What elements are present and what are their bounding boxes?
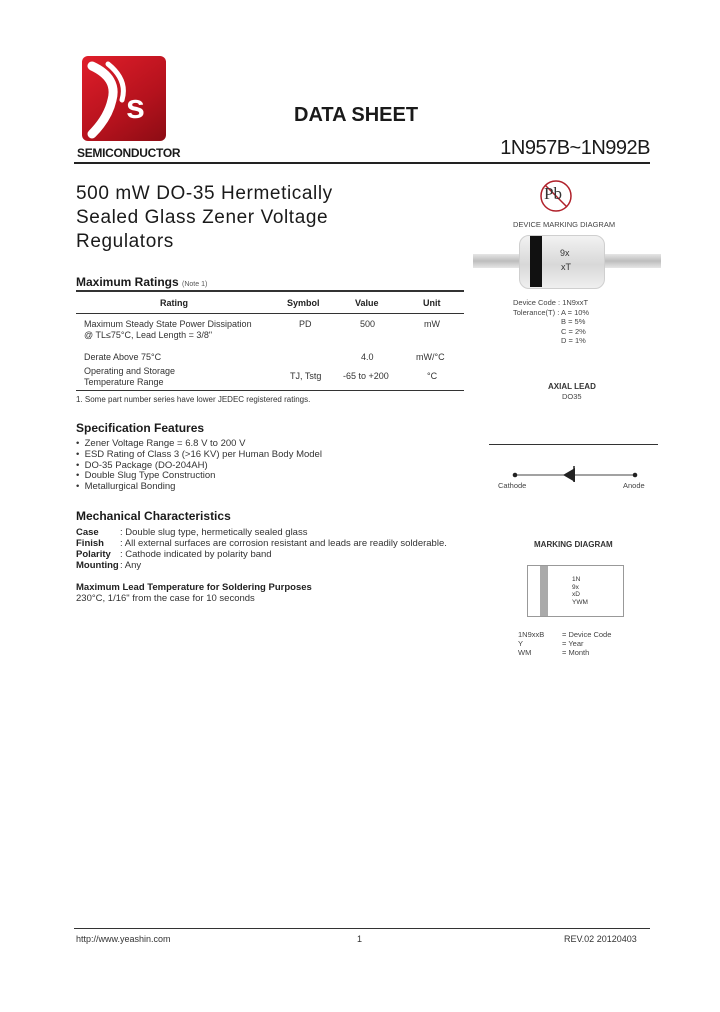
- max-ratings-heading-text: Maximum Ratings: [76, 275, 179, 289]
- mech-row-finish: [76, 538, 447, 549]
- pb-free-icon: [538, 178, 574, 214]
- row3-rating-line2: Temperature Range: [84, 377, 164, 387]
- legend-value: : A = 10%: [557, 307, 590, 317]
- product-title: [76, 182, 333, 254]
- marking-line: 9x: [572, 583, 579, 591]
- marking-band: [540, 566, 548, 616]
- row1-unit: mW: [424, 319, 440, 329]
- feature-text: DO-35 Package (DO-204AH): [84, 459, 208, 471]
- svg-text:s: s: [126, 88, 145, 126]
- part-number: 1N957B~1N992B: [500, 137, 650, 159]
- feature-item: • Metallurgical Bonding: [76, 481, 176, 493]
- logo-ys-mark: [82, 56, 166, 141]
- row1-rating-line1: Maximum Steady State Power Dissipation: [84, 319, 252, 329]
- zener-schematic: [505, 462, 643, 482]
- zener-symbol-icon: [505, 462, 643, 482]
- legend-row: [513, 336, 623, 346]
- legend-row: [513, 327, 623, 337]
- mech-row-case: [76, 527, 447, 538]
- title-line-3: Regulators: [76, 231, 174, 252]
- title-line-2: Sealed Glass Zener Voltage: [76, 207, 329, 228]
- row1-rating-line2: @ TL≤75°C, Lead Length = 3/8": [84, 330, 213, 340]
- marking-line: YWM: [572, 598, 588, 606]
- marking-diagram-body: [527, 565, 624, 617]
- spec-features-heading: Specification Features: [76, 421, 205, 435]
- spec-features-list: [76, 439, 322, 493]
- footer-revision: REV.02 20120403: [564, 934, 637, 944]
- row2-value: 4.0: [361, 352, 374, 362]
- legend-value: : 1N9xxT: [558, 298, 589, 307]
- legend-row: [513, 308, 623, 318]
- pb-symbol-text: Pb: [544, 184, 562, 203]
- legend-row: [513, 298, 623, 308]
- mech-value: : Any: [120, 560, 142, 571]
- row2-rating: Derate Above 75°C: [84, 352, 162, 362]
- cathode-label: Cathode: [498, 481, 527, 490]
- axial-diode-drawing: [473, 235, 661, 289]
- row3-value: -65 to +200: [343, 371, 389, 381]
- right-divider: [489, 444, 658, 445]
- feature-item: • ESD Rating of Class 3 (>16 KV) per Human Body Model: [76, 448, 322, 460]
- marking-legend-row: [518, 639, 628, 648]
- feature-text: Zener Voltage Range = 6.8 V to 200 V: [84, 438, 246, 449]
- marking-legend-key: Y: [518, 639, 524, 648]
- mechanical-heading: Mechanical Characteristics: [76, 509, 231, 523]
- header-rule: [74, 162, 650, 164]
- marking-line: 1N: [572, 576, 581, 583]
- ratings-rule-top: [76, 290, 464, 292]
- legend-key: Tolerance(T): [513, 307, 556, 317]
- mech-row-mounting: [76, 560, 447, 571]
- anode-label: Anode: [623, 481, 645, 490]
- row1-value: 500: [360, 319, 376, 329]
- mech-key: Mounting: [76, 560, 119, 571]
- mech-value: : All external surfaces are corrosion resistant and leads are readily solderable.: [120, 538, 447, 549]
- row3-rating-line1: Operating and Storage: [84, 366, 176, 376]
- mech-value: : Cathode indicated by polarity band: [120, 549, 272, 560]
- lead-temp-text: 230°C, 1/16" from the case for 10 seconds: [76, 593, 255, 604]
- legend-value: B = 5%: [561, 317, 586, 326]
- col-symbol: Symbol: [287, 298, 320, 308]
- ratings-footnote: 1. Some part number series have lower JEDEC registered ratings.: [76, 395, 311, 404]
- package-line2: DO35: [562, 392, 582, 401]
- marking-legend-value: = Year: [562, 639, 584, 648]
- ratings-rule-bottom: [76, 390, 464, 391]
- footer-page-number: 1: [357, 934, 363, 944]
- marking-title: MARKING DIAGRAM: [534, 540, 613, 549]
- feature-item: • DO-35 Package (DO-204AH): [76, 459, 208, 471]
- footer-url[interactable]: http://www.yeashin.com: [76, 934, 171, 944]
- package-line1: AXIAL LEAD: [548, 382, 596, 391]
- title-line-1: 500 mW DO-35 Hermetically: [76, 183, 333, 204]
- row1-symbol: PD: [299, 319, 312, 329]
- row3-unit: °C: [427, 371, 438, 381]
- mech-row-polarity: [76, 549, 447, 560]
- marking-legend-key: WM: [518, 648, 532, 657]
- col-rating: Rating: [160, 298, 188, 308]
- marking-legend-value: = Month: [562, 648, 590, 657]
- feature-item: • Zener Voltage Range = 6.8 V to 200 V: [76, 438, 246, 449]
- lead-temp-heading: Maximum Lead Temperature for Soldering Purposes: [76, 582, 312, 593]
- legend-value: D = 1%: [561, 336, 586, 345]
- col-value: Value: [355, 298, 379, 308]
- company-logo: [82, 56, 166, 141]
- marking-legend-value: = Device Code: [562, 630, 612, 639]
- device-code-legend: [513, 298, 623, 346]
- legend-key: Device Code: [513, 298, 556, 307]
- col-unit: Unit: [423, 298, 441, 308]
- row2-unit: mW/°C: [416, 352, 445, 362]
- row3-symbol: TJ, Tstg: [290, 371, 322, 381]
- feature-text: Double Slug Type Construction: [84, 470, 216, 482]
- device-marking-title: DEVICE MARKING DIAGRAM: [513, 220, 616, 229]
- feature-text: Metallurgical Bonding: [84, 481, 176, 493]
- mechanical-list: [76, 527, 447, 571]
- ratings-rule-header: [76, 313, 464, 314]
- note-ref: (Note 1): [182, 281, 208, 288]
- mech-key: Case: [76, 527, 99, 538]
- diode-body-line1: 9x: [560, 248, 570, 258]
- marking-legend: [518, 630, 628, 657]
- legend-row: [513, 317, 623, 327]
- footer-rule: [74, 928, 650, 929]
- feature-text: ESD Rating of Class 3 (>16 KV) per Human Body Model: [84, 448, 322, 460]
- company-label: SEMICONDUCTOR: [77, 146, 181, 160]
- legend-value: C = 2%: [561, 326, 586, 336]
- diode-body-line2: xT: [561, 262, 571, 272]
- mech-value: : Double slug type, hermetically sealed glass: [120, 527, 308, 538]
- document-type: DATA SHEET: [294, 104, 419, 126]
- cathode-band: [530, 236, 542, 287]
- mech-key: Finish: [76, 538, 104, 549]
- max-ratings-heading: [76, 275, 207, 289]
- mech-key: Polarity: [76, 549, 111, 560]
- marking-legend-row: [518, 630, 628, 639]
- marking-legend-key: 1N9xxB: [518, 630, 545, 639]
- feature-item: • Double Slug Type Construction: [76, 470, 216, 482]
- marking-legend-row: [518, 648, 628, 657]
- marking-text: [572, 576, 588, 606]
- marking-line: xD: [572, 591, 580, 598]
